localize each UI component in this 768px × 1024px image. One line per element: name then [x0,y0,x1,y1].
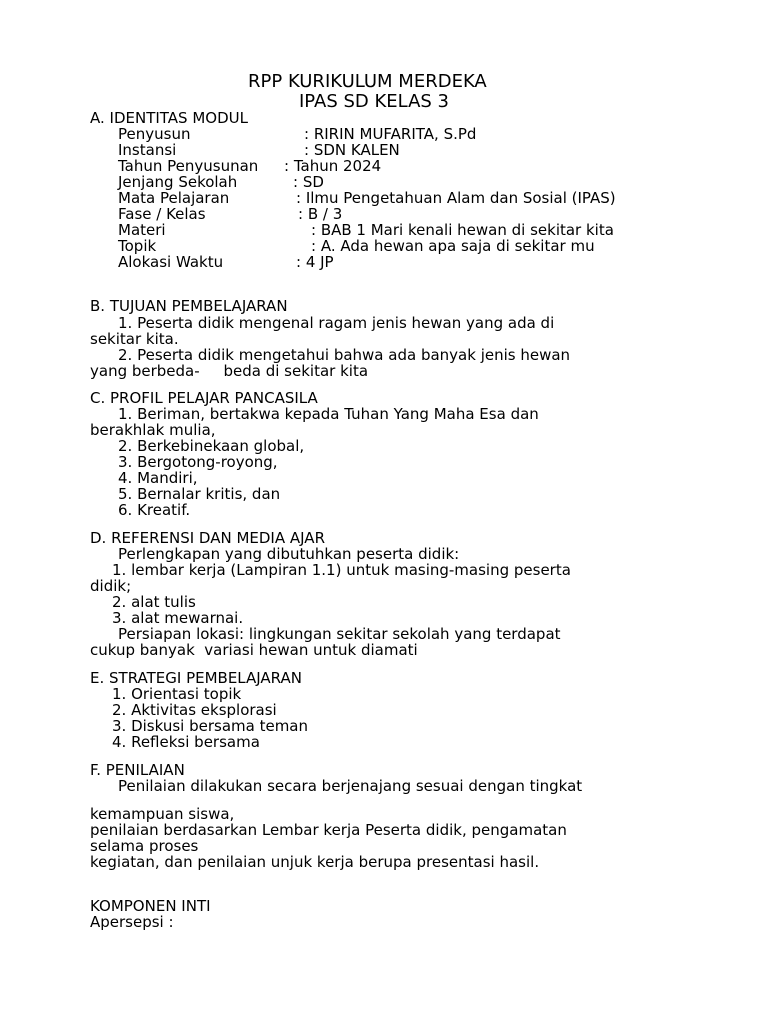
identitas-label: Alokasi Waktu [118,253,224,271]
identitas-value: : Tahun 2024 [284,157,382,175]
strategi-line: 3. Diskusi bersama teman [112,717,309,735]
identitas-label: Fase / Kelas [118,205,206,223]
tujuan-line: 2. Peserta didik mengetahui bahwa ada banyak jenis hewan [118,346,571,364]
penilaian-line: selama proses [90,837,199,855]
identitas-value: : B / 3 [298,205,343,223]
document-title-line-1: RPP KURIKULUM MERDEKA [248,71,487,92]
identitas-label: Materi [118,221,166,239]
identitas-label: Instansi [118,141,177,159]
identitas-value: : RIRIN MUFARITA, S.Pd [304,125,477,143]
profil-line: 4. Mandiri, [118,469,198,487]
referensi-line: 2. alat tulis [112,593,196,611]
identitas-value: : BAB 1 Mari kenali hewan di sekitar kita [311,221,614,239]
section-heading-tujuan: B. TUJUAN PEMBELAJARAN [90,297,288,315]
tujuan-line: sekitar kita. [90,330,179,348]
section-heading-penilaian: F. PENILAIAN [90,761,185,779]
identitas-label: Penyusun [118,125,191,143]
referensi-line: cukup banyak variasi hewan untuk diamati [90,641,418,659]
identitas-label: Topik [118,237,157,255]
identitas-value: : Ilmu Pengetahuan Alam dan Sosial (IPAS) [296,189,616,207]
referensi-line: didik; [90,577,132,595]
section-heading-komponen-inti: KOMPONEN INTI [90,897,211,915]
tujuan-line: 1. Peserta didik mengenal ragam jenis hewan yang ada di [118,314,555,332]
tujuan-line: yang berbeda- beda di sekitar kita [90,362,369,380]
profil-line: 2. Berkebinekaan global, [118,437,305,455]
penilaian-line: kegiatan, dan penilaian unjuk kerja berupa presentasi hasil. [90,853,540,871]
identitas-label: Jenjang Sekolah [118,173,238,191]
referensi-line: Perlengkapan yang dibutuhkan peserta didik: [118,545,460,563]
penilaian-line: kemampuan siswa, [90,805,235,823]
identitas-value: : A. Ada hewan apa saja di sekitar mu [311,237,595,255]
profil-line: 5. Bernalar kritis, dan [118,485,281,503]
section-heading-referensi: D. REFERENSI DAN MEDIA AJAR [90,529,325,547]
profil-line: 3. Bergotong-royong, [118,453,278,471]
strategi-line: 1. Orientasi topik [112,685,242,703]
referensi-line: 1. lembar kerja (Lampiran 1.1) untuk masing-masing peserta [112,561,571,579]
profil-line: 6. Kreatif. [118,501,191,519]
profil-line: 1. Beriman, bertakwa kepada Tuhan Yang Maha Esa dan [118,405,539,423]
identitas-value: : SDN KALEN [304,141,400,159]
identitas-label: Tahun Penyusunan [118,157,259,175]
penilaian-line: penilaian berdasarkan Lembar kerja Peserta didik, pengamatan [90,821,567,839]
identitas-value: : SD [293,173,324,191]
komponen-line: Apersepsi : [90,913,174,931]
strategi-line: 4. Refleksi bersama [112,733,260,751]
profil-line: berakhlak mulia, [90,421,216,439]
identitas-label: Mata Pelajaran [118,189,230,207]
strategi-line: 2. Aktivitas eksplorasi [112,701,277,719]
section-heading-identitas: A. IDENTITAS MODUL [90,109,248,127]
document-title-line-2: IPAS SD KELAS 3 [299,91,450,112]
referensi-line: Persiapan lokasi: lingkungan sekitar sekolah yang terdapat [118,625,561,643]
penilaian-line: Penilaian dilakukan secara berjenajang sesuai dengan tingkat [118,777,583,795]
identitas-value: : 4 JP [296,253,334,271]
section-heading-strategi: E. STRATEGI PEMBELAJARAN [90,669,302,687]
section-heading-profil: C. PROFIL PELAJAR PANCASILA [90,389,318,407]
referensi-line: 3. alat mewarnai. [112,609,244,627]
